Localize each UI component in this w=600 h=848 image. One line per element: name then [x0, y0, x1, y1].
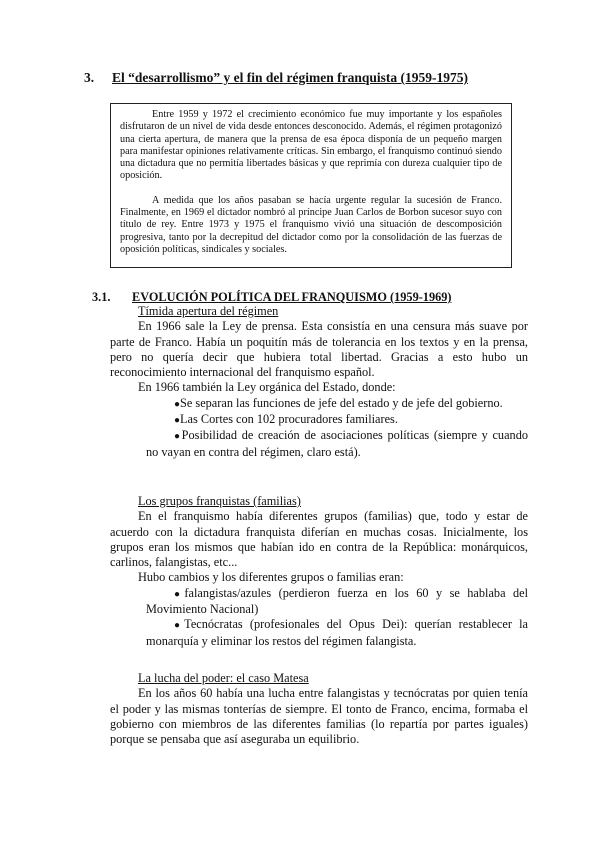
section-number: 3. [84, 70, 95, 85]
apertura-bullet-3 [110, 428, 528, 460]
apertura-paragraph-2: En 1966 también la Ley orgánica del Estado, donde: [138, 380, 396, 395]
bullet-icon: ● [174, 620, 185, 632]
subsection-number: 3.1. [92, 290, 111, 304]
bullet-icon: ● [174, 415, 181, 427]
grupos-paragraph-2: Hubo cambios y los diferentes grupos o familias eran: [138, 570, 404, 585]
bullet-text: Posibilidad de creación de asociaciones políticas (siempre y cuando no vayan en contra del régimen, claro está). [146, 428, 528, 459]
summary-paragraph-2: A medida que los años pasaban se hacía urgente regular la sucesión de Franco. Finalmente, en 1969 el dictador nombró al príncipe Juan Carlos de Borbon sucesor suyo con título de rey. Entre 1973 y 1975 el franquismo vivió una situación de descomposición progresiva, tanto por la decrepitud del dictador como por la consolidación de las fuerzas de oposición políticas, sindicales y sociales. [120, 194, 502, 255]
section-grupos [110, 494, 528, 649]
section-apertura [110, 304, 528, 460]
matesa-heading: La lucha del poder: el caso Matesa [138, 671, 309, 685]
apertura-heading: Tímida apertura del régimen [138, 304, 279, 318]
grupos-heading: Los grupos franquistas (familias) [138, 494, 301, 508]
section-heading [84, 70, 468, 86]
bullet-text: Las Cortes con 102 procuradores familiares. [180, 412, 398, 427]
apertura-bullet-1 [110, 396, 528, 412]
section-title: El “desarrollismo” y el fin del régimen franquista (1959-1975) [112, 70, 468, 85]
apertura-paragraph-1: En 1966 sale la Ley de prensa. Esta consistía en una censura más suave por parte de Franco. Había un poquitín más de tolerancia en los textos y en la prensa, pero no quería decir que hubiera total libertad. Gracias a esto hubo un reconocimiento internacional del franquismo español. [110, 319, 528, 380]
grupos-bullet-1 [110, 586, 528, 618]
summary-paragraph-1: Entre 1959 y 1972 el crecimiento económico fue muy importante y los españoles disfrutaron de un nivel de vida desde entonces desconocido. Además, el régimen protagonizó una cierta apertura, de manera que la prensa de esa época disponía de un pequeño margen para manifestar opiniones relativamente críticas. Sin embargo, el franquismo continuó siendo una dictadura que no permitía libertades básicas y que reprimía con dureza cualquier tipo de oposición. [120, 109, 502, 182]
bullet-icon: ● [174, 431, 182, 443]
subsection-title: EVOLUCIÓN POLÍTICA DEL FRANQUISMO (1959-1969) [132, 290, 452, 304]
bullet-text: Se separan las funciones de jefe del estado y de jefe del gobierno. [180, 395, 503, 410]
grupos-paragraph-1: En el franquismo había diferentes grupos (familias) que, todo y estar de acuerdo con la dictadura franquista diferían en muchas cosas. Inicialmente, los grupos eran los mismos que habían ido en contra de la República: monárquicos, carlinos, falangistas, etc... [110, 509, 528, 570]
matesa-paragraph-1: En los años 60 había una lucha entre falangistas y tecnócratas por quien tenía el poder y las mismas tonterías de siempre. El tonto de Franco, encima, formaba el gobierno con miembros de las diferentes familias (lo repartía por partes iguales) porque se pensaba que así aseguraba un equilibrio. [110, 686, 528, 747]
subsection-heading [92, 290, 452, 305]
section-matesa [110, 671, 528, 747]
bullet-text: Tecnócratas (profesionales del Opus Dei): querían restablecer la monarquía y eliminar los restos del régimen falangista. [146, 617, 528, 648]
bullet-text: falangistas/azules (perdieron fuerza en los 60 y se hablaba del Movimiento Nacional) [146, 585, 528, 617]
bullet-icon: ● [174, 588, 185, 600]
summary-box [110, 103, 512, 268]
grupos-bullet-2 [110, 617, 528, 649]
apertura-bullet-2 [110, 412, 528, 428]
bullet-icon: ● [174, 398, 181, 410]
